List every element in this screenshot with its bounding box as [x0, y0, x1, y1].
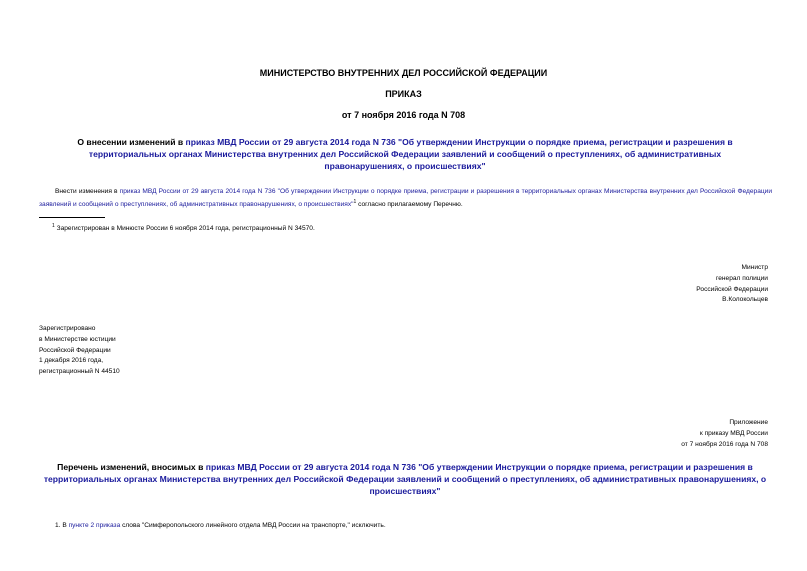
signature-line-rank: генерал полиции — [715, 274, 768, 282]
document-title-prefix: О внесении изменений в — [77, 137, 186, 147]
clause-2-link[interactable]: пункте 2 — [68, 522, 95, 529]
document-type: ПРИКАЗ — [385, 89, 422, 99]
signature-line-name: В.Колокольцев — [722, 296, 768, 304]
registration-line-4: 1 декабря 2016 года, — [39, 357, 104, 365]
change-item-1 — [55, 521, 775, 531]
signature-line-position: Министр — [741, 264, 768, 271]
changes-list-title — [40, 461, 770, 497]
body-order-link[interactable]: приказ МВД России от 29 августа 2014 года N 736 "Об утверждении Инструкции о порядке приема, регистрации и разрешения в территориальных органах Министерства внутренних дел Российской Федерации заявлений и сообщений о преступлениях, об административных правонарушениях, о происшествиях" — [39, 188, 772, 209]
body-footnote-mark[interactable]: 1 — [353, 199, 357, 205]
body-suffix: согласно прилагаемому Перечню. — [356, 201, 463, 209]
registration-line-1: Зарегистрировано — [39, 325, 96, 332]
ministry-heading: МИНИСТЕРСТВО ВНУТРЕННИХ ДЕЛ РОССИЙСКОЙ ФЕДЕРАЦИИ — [259, 68, 548, 78]
change-item-1-number: 1. В — [55, 522, 69, 529]
changes-list-title-link[interactable]: приказ МВД России от 29 августа 2014 года N 736 "Об утверждении Инструкции о порядке приема, регистрации и разрешения в территориальных органах Министерства внутренних дел Российской Федерации заявлений и сообщений о преступлениях, об административных правонарушениях, о происшествиях" — [43, 462, 767, 496]
registration-line-3: Российской Федерации — [39, 346, 111, 354]
registration-block — [39, 324, 120, 378]
appendix-line-2: к приказу МВД России — [699, 429, 768, 437]
changes-list-title-prefix: Перечень изменений, вносимых в — [57, 462, 206, 472]
signature-block — [696, 263, 768, 306]
footnote-text: Зарегистрирован в Минюсте России 6 ноября 2014 года, регистрационный N 34570. — [54, 225, 315, 233]
document-title-link[interactable]: приказ МВД России от 29 августа 2014 года N 736 "Об утверждении Инструкции о порядке приема, регистрации и разрешения в территориальных органах Министерства внутренних дел Российской Федерации заявлений и сообщений о преступлениях, об административных правонарушениях, о происшествиях" — [88, 137, 733, 171]
appendix-line-3: от 7 ноября 2016 года N 708 — [681, 440, 768, 448]
signature-line-country: Российской Федерации — [696, 285, 768, 293]
change-item-1-suffix: слова "Симферопольского линейного отдела МВД России на транспорте," исключить. — [120, 522, 386, 529]
appendix-block — [681, 418, 768, 450]
document-title — [55, 136, 755, 172]
registration-line-5: регистрационный N 44510 — [39, 368, 120, 376]
footnote — [52, 221, 752, 234]
appendix-line-1: Приложение — [729, 419, 768, 426]
body-prefix: Внести изменения в — [55, 188, 120, 195]
order-link[interactable]: приказа — [96, 522, 121, 529]
registration-line-2: в Министерстве юстиции — [39, 335, 116, 343]
footnote-mark: 1 — [52, 223, 55, 229]
footnote-divider — [39, 217, 105, 218]
body-paragraph — [39, 187, 772, 210]
document-date-number: от 7 ноября 2016 года N 708 — [341, 110, 466, 120]
